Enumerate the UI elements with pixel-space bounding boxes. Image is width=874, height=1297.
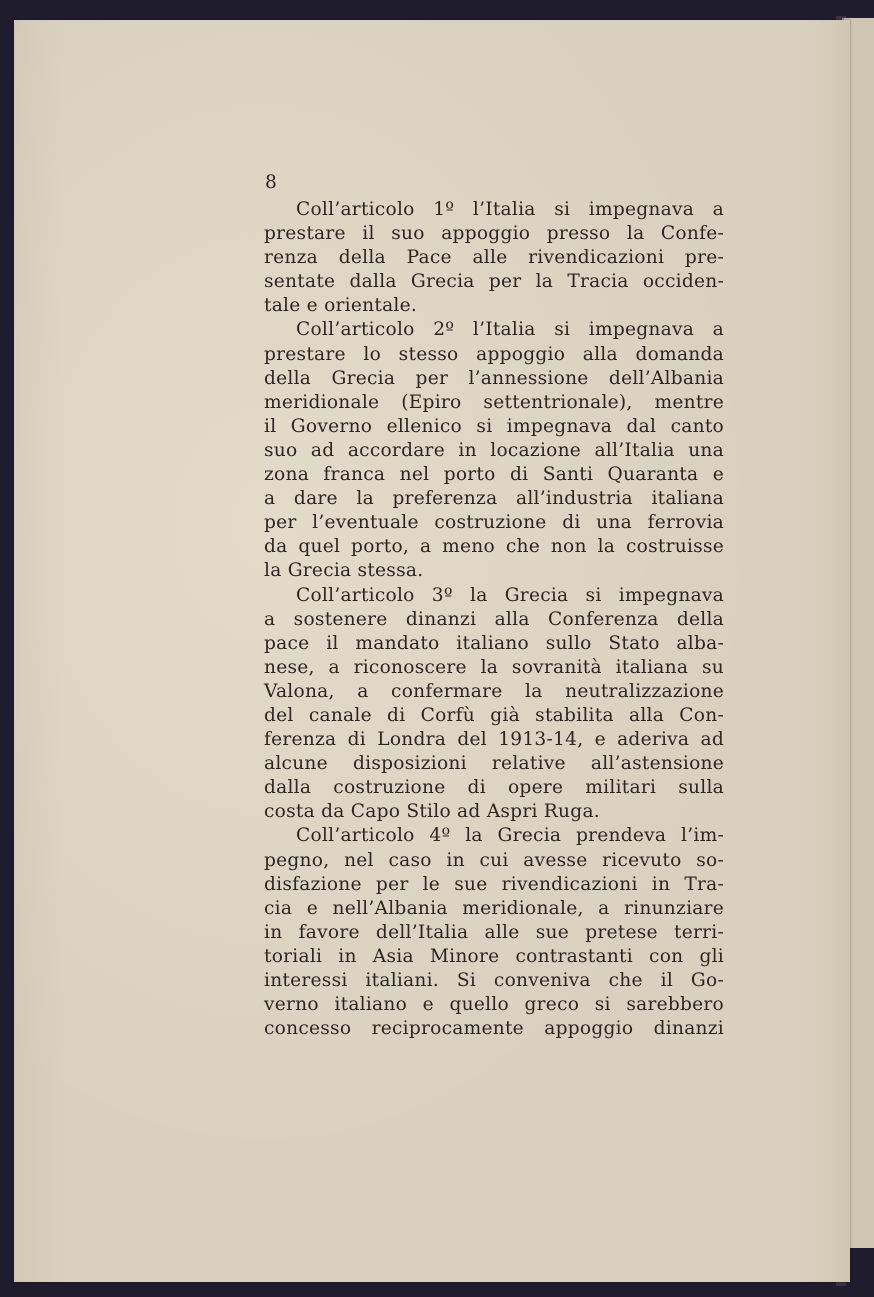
text-line: tale e orientale. (264, 295, 418, 317)
text-line: in favore dell’Italia alle sue pretese terri- (264, 921, 724, 943)
paragraph-article-4 (264, 824, 724, 1041)
text-line: interessi italiani. Si conveniva che il Go- (264, 970, 724, 991)
text-line: concesso reciprocamente appoggio dinanzi (264, 1018, 724, 1040)
text-line: del canale di Corfù già stabilita alla Con- (264, 704, 724, 726)
paragraph-article-1 (264, 198, 724, 318)
text-line: renza della Pace alle rivendicazioni pre- (264, 247, 724, 269)
paragraph-article-2 (264, 318, 724, 583)
paragraph-article-3 (264, 584, 724, 825)
text-line: verno italiano e quello greco si sarebbero (264, 994, 724, 1016)
text-line: della Grecia per l’annessione dell’Albania (264, 367, 724, 389)
text-line: sentate dalla Grecia per la Tracia occiden- (264, 271, 724, 293)
text-line: da quel porto, a meno che non la costruisse (264, 536, 724, 558)
text-line: dalla costruzione di opere militari sulla (264, 777, 724, 799)
text-line: il Governo ellenico si impegnava dal canto (264, 415, 724, 437)
text-line: per l’eventuale costruzione di una ferrovia (264, 512, 724, 534)
page-text (264, 168, 724, 1041)
text-line: Coll’articolo 4º la Grecia prendeva l’im- (296, 825, 724, 847)
text-line: ferenza di Londra del 1913-14, e aderiva ad (264, 729, 724, 751)
text-line: Valona, a confermare la neutralizzazione (264, 680, 724, 702)
text-line: disfazione per le sue rivendicazioni in Tra- (264, 873, 724, 895)
text-line: a dare la preferenza all’industria italiana (264, 488, 724, 510)
text-line: pace il mandato italiano sullo Stato alba- (264, 632, 724, 654)
text-line: zona franca nel porto di Santi Quaranta e (264, 464, 724, 486)
text-line: Coll’articolo 3º la Grecia si impegnava (296, 584, 724, 606)
text-line: la Grecia stessa. (264, 560, 424, 582)
text-line: costa da Capo Stilo ad Aspri Ruga. (264, 801, 600, 823)
page-number: 8 (265, 172, 278, 193)
text-line: prestare il suo appoggio presso la Confe- (264, 223, 724, 245)
text-line: alcune disposizioni relative all’astensione (264, 753, 724, 775)
text-line: cia e nell’Albania meridionale, a rinunziare (264, 897, 724, 919)
text-line: prestare lo stesso appoggio alla domanda (264, 343, 724, 365)
text-line: toriali in Asia Minore contrastanti con gli (264, 945, 724, 967)
text-line: nese, a riconoscere la sovranità italiana su (264, 656, 724, 678)
text-line: meridionale (Epiro settentrionale), mentre (264, 391, 724, 413)
text-line: a sostenere dinanzi alla Conferenza della (264, 608, 724, 630)
text-line: suo ad accordare in locazione all’Italia una (264, 439, 724, 461)
text-line: Coll’articolo 2º l’Italia si impegnava a (296, 319, 724, 341)
text-line: Coll’articolo 1º l’Italia si impegnava a (296, 199, 724, 220)
text-line: pegno, nel caso in cui avesse ricevuto so- (264, 849, 724, 871)
